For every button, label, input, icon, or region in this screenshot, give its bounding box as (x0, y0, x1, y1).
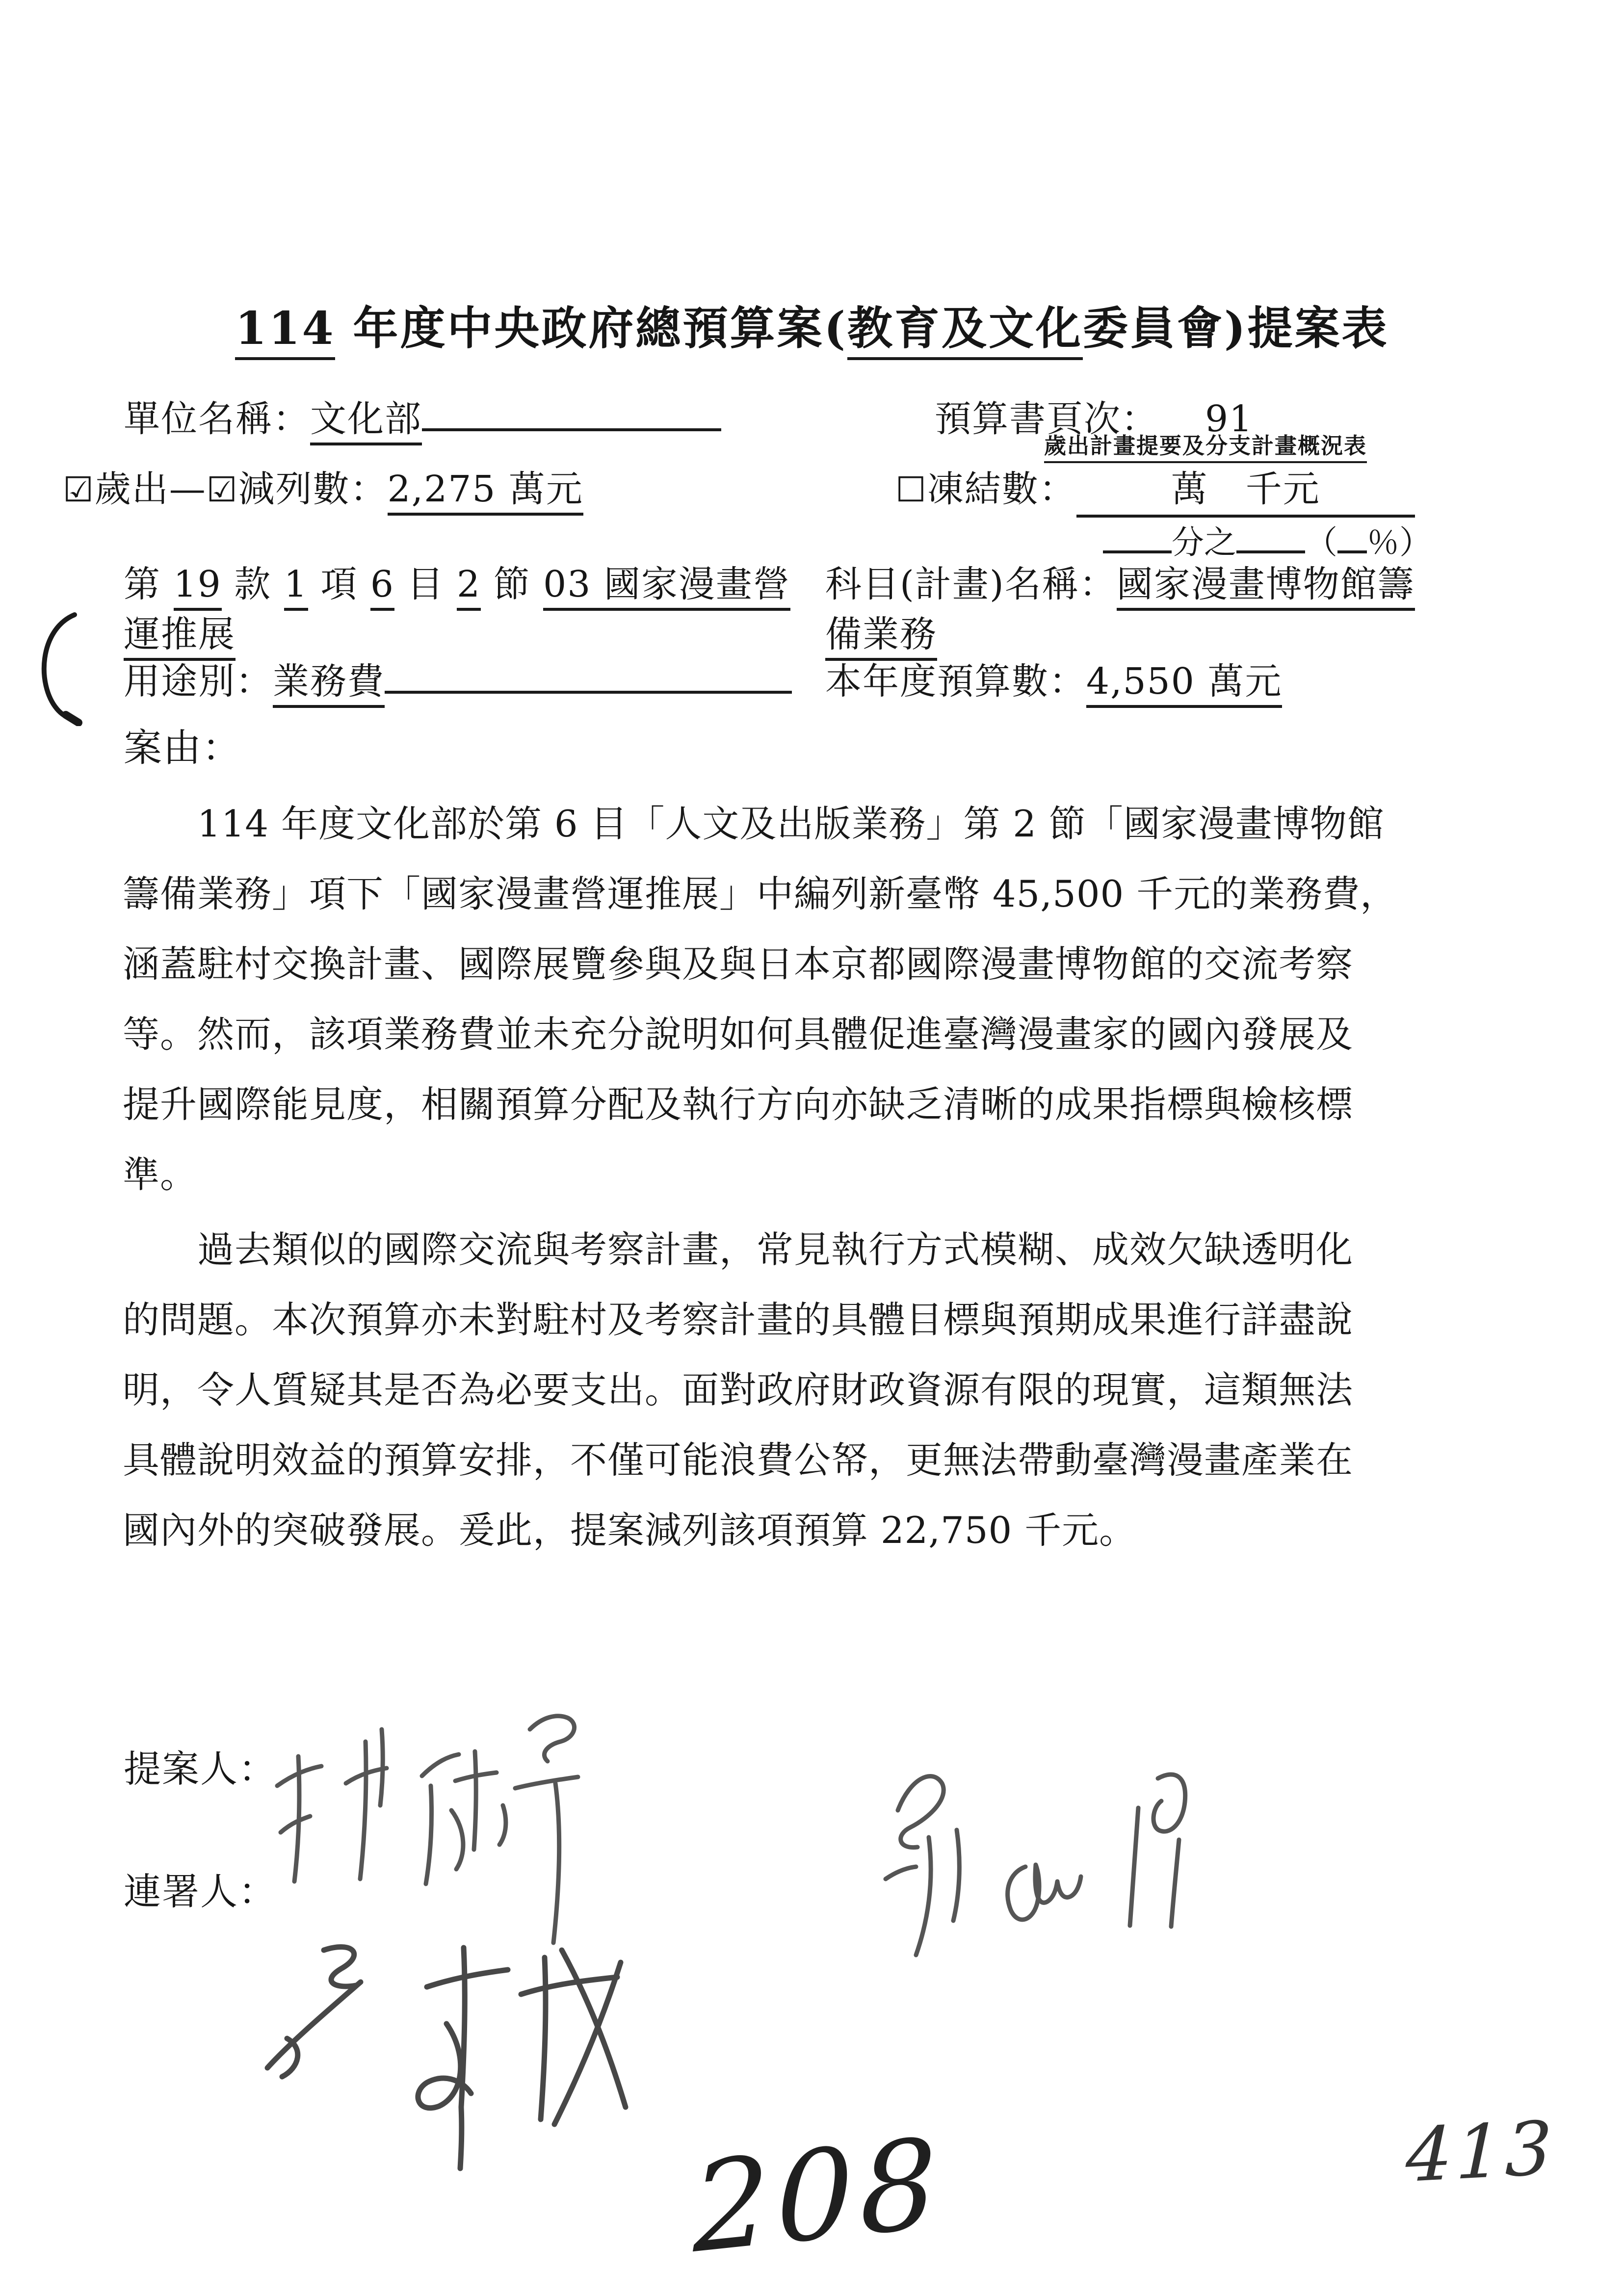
reduction-label: 減列數： (238, 468, 388, 510)
paragraph-line: 具體說明效益的預算安排，不僅可能浪費公帑，更無法帶動臺灣漫畫產業在 (123, 1438, 1354, 1482)
title-mid: 年度中央政府總預算案( (335, 302, 848, 355)
usage-type-value: 業務費 (273, 660, 385, 708)
paren-close: ） (1399, 523, 1432, 561)
paragraph-line: 準。 (123, 1153, 198, 1196)
dash-connector: — (169, 468, 207, 510)
current-budget-value: 4,550 萬元 (1086, 660, 1282, 708)
budget-page-value: 91 (1205, 398, 1254, 440)
budget-page-label: 預算書頁次： (935, 398, 1158, 440)
paragraph-line: 提升國際能見度，相關預算分配及執行方向亦缺乏清晰的成果指標與檢核標 (123, 1083, 1354, 1126)
subject-name-value-2: 備業務 (825, 613, 937, 661)
paren-open: （ (1305, 523, 1337, 561)
item-name-part2: 運推展 (124, 613, 236, 661)
subject-name-value-1: 國家漫畫博物館籌 (1117, 563, 1415, 611)
current-budget-label: 本年度預算數： (825, 660, 1086, 703)
usage-type-label: 用途別： (124, 660, 273, 703)
title-tail: 委員會)提案表 (1083, 302, 1389, 355)
subtable-note: 歲出計畫提要及分支計畫概況表 (1044, 428, 1367, 460)
item-num-mu: 6 (370, 563, 394, 611)
unit-name-blank-line (422, 394, 721, 431)
usage-type-row (124, 652, 792, 704)
paragraph-line: 等。然而，該項業務費並未充分說明如何具體促進臺灣漫畫家的國內發展及 (123, 1013, 1354, 1056)
proposer-label: 提案人： (124, 1747, 277, 1791)
item-seg3: 項 (308, 563, 370, 605)
page-title (0, 292, 1624, 357)
reduction-amount: 2,275 萬元 (388, 468, 583, 516)
item-seg4: 目 (394, 563, 457, 605)
unit-name-label: 單位名稱： (124, 398, 310, 440)
item-num-xiang: 1 (284, 563, 308, 611)
paragraph-line: 涵蓋駐村交換計畫、國際展覽參與及與日本京都國際漫畫博物館的交流考察 (123, 942, 1354, 986)
item-seg1: 第 (124, 563, 174, 605)
usage-type-blank-line (385, 656, 792, 694)
page-number-handwritten: 208 (691, 2111, 944, 2281)
subject-name-label: 科目(計畫)名稱： (825, 563, 1117, 605)
freeze-checkbox-icon: ☐ (895, 470, 927, 510)
subject-name-line2 (825, 605, 937, 657)
item-num-jie: 2 (457, 563, 481, 611)
reduction-checkbox-icon: ☑ (206, 470, 238, 510)
item-num-kuan: 19 (174, 563, 222, 611)
percent-sign: ％ (1367, 523, 1399, 561)
title-committee: 教育及文化 (847, 302, 1083, 360)
fraction-blank-1 (1103, 520, 1172, 553)
paragraph-line: 明，令人質疑其是否為必要支出。面對政府財政資源有限的現實，這類無法 (123, 1368, 1354, 1411)
fraction-blank-2 (1236, 520, 1305, 553)
freeze-label: 凍結數： (927, 468, 1076, 510)
item-clause-line1 (124, 555, 790, 607)
unit-name-row (124, 390, 721, 442)
cosigner-signature-right (851, 1744, 1205, 2004)
reduction-row (63, 460, 583, 512)
subject-name-line1 (825, 555, 1415, 607)
proposer-signature (255, 1683, 599, 1957)
paragraph-line: 的問題。本次預算亦未對駐村及考察計畫的具體目標與預期成果進行詳盡說 (123, 1298, 1354, 1341)
paragraph-line: 籌備業務」項下「國家漫畫營運推展」中編列新臺幣 45,500 千元的業務費， (123, 872, 1398, 915)
paragraph-line: 114 年度文化部於第 6 目「人文及出版業務」第 2 節「國家漫畫博物館 (197, 802, 1385, 845)
case-paragraph-1 (123, 789, 1467, 1210)
cosigner-label: 連署人： (124, 1870, 277, 1913)
freeze-row (895, 460, 1415, 518)
corner-number-handwritten: 413 (1405, 2105, 1556, 2199)
cosigner-signature-main (240, 1921, 653, 2195)
item-seg2: 款 (221, 563, 284, 605)
percent-blank (1337, 520, 1367, 553)
item-name-part1: 03 國家漫畫營 (543, 563, 790, 611)
item-seg5: 節 (481, 563, 544, 605)
unit-name-value: 文化部 (310, 398, 422, 445)
freeze-unit-text: 萬 千元 (1076, 460, 1415, 518)
case-paragraph-2 (123, 1215, 1467, 1565)
current-budget-row (825, 652, 1282, 704)
fraction-label: 分之 (1172, 523, 1236, 561)
title-year: 114 (235, 302, 335, 360)
item-clause-line2 (124, 605, 236, 657)
paragraph-line: 國內外的突破發展。爰此，提案減列該項預算 22,750 千元。 (123, 1509, 1137, 1552)
paragraph-line: 過去類似的國際交流與考察計畫，常見執行方式模糊、成效欠缺透明化 (197, 1228, 1354, 1271)
expenditure-label: 歲出 (94, 468, 169, 510)
case-reason-label: 案由： (124, 726, 242, 770)
expenditure-checkbox-icon: ☑ (63, 470, 95, 510)
left-bracket-mark (29, 611, 83, 726)
